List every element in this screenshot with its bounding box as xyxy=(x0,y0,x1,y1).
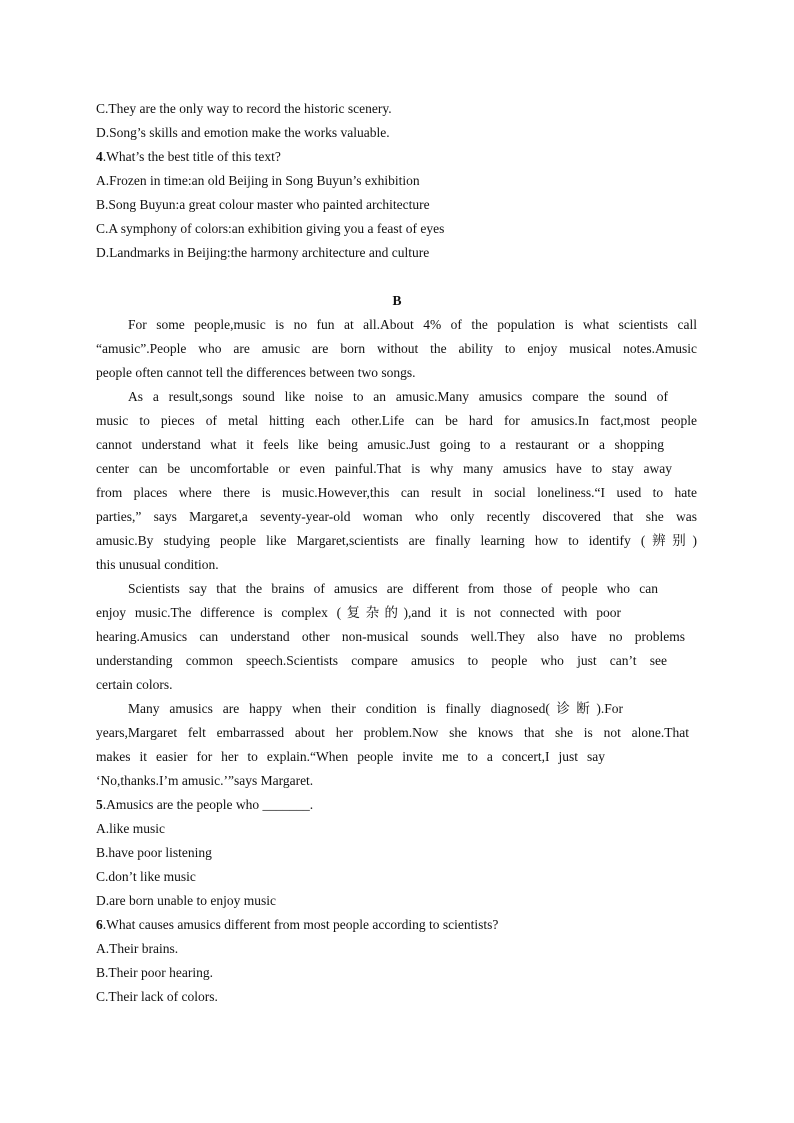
q6-stem: .What causes amusics different from most people according to scientists? xyxy=(102,917,499,932)
q4-option-b: B.Song Buyun:a great colour master who painted architecture xyxy=(96,197,430,212)
q5-option-a: A.like music xyxy=(96,821,165,836)
passage-line: years,Margaret felt embarrassed about her problem.Now she knows that she is not alone.That xyxy=(96,725,689,740)
q6-question xyxy=(96,915,498,935)
q4-option-a: A.Frozen in time:an old Beijing in Song Buyun’s exhibition xyxy=(96,173,420,188)
passage-line: ‘No,thanks.I’m amusic.’”says Margaret. xyxy=(96,773,314,788)
q5-question xyxy=(96,795,313,815)
passage-line: cannot understand what it feels like being amusic.Just going to a restaurant or a shopping xyxy=(96,437,664,452)
q4-number: 4 xyxy=(96,149,103,164)
section-title: B xyxy=(392,293,402,308)
q4-question xyxy=(96,147,281,167)
passage-line: makes it easier for her to explain.“When people invite me to a concert,I just say xyxy=(96,749,605,764)
passage-line: certain colors. xyxy=(96,677,173,692)
q5-option-c: C.don’t like music xyxy=(96,869,196,884)
passage-line: music to pieces of metal hitting each other.Life can be hard for amusics.In fact,most people xyxy=(96,413,697,428)
q5-option-b: B.have poor listening xyxy=(96,845,212,860)
passage-line: amusic.By studying people like Margaret,scientists are finally learning how to identify (辨别) xyxy=(96,533,697,548)
q6-number: 6 xyxy=(96,917,103,932)
passage-line: understanding common speech.Scientists compare amusics to people who just can’t see xyxy=(96,653,667,668)
passage-line: enjoy music.The difference is complex (复杂的),and it is not connected with poor xyxy=(96,605,621,620)
passage-line: parties,” says Margaret,a seventy-year-old woman who only recently discovered that she was xyxy=(96,509,697,524)
passage-line: center can be uncomfortable or even painful.That is why many amusics have to stay away xyxy=(96,461,672,476)
passage-line: Scientists say that the brains of amusics are different from those of people who can xyxy=(128,581,658,596)
passage-line: people often cannot tell the differences between two songs. xyxy=(96,365,416,380)
q4-stem: .What’s the best title of this text? xyxy=(102,149,281,164)
q5-option-d: D.are born unable to enjoy music xyxy=(96,893,276,908)
q6-option-a: A.Their brains. xyxy=(96,941,179,956)
q5-stem: .Amusics are the people who _______. xyxy=(102,797,314,812)
q6-option-b: B.Their poor hearing. xyxy=(96,965,213,980)
passage-line: As a result,songs sound like noise to an amusic.Many amusics compare the sound of xyxy=(128,389,668,404)
passage-line: For some people,music is no fun at all.About 4% of the population is what scientists call xyxy=(128,317,697,332)
q3-option-c: C.They are the only way to record the historic scenery. xyxy=(96,101,392,116)
q6-option-c: C.Their lack of colors. xyxy=(96,989,218,1004)
passage-line: from places where there is music.However,this can result in social loneliness.“I used to hate xyxy=(96,485,697,500)
passage-line: hearing.Amusics can understand other non-musical sounds well.They also have no problems xyxy=(96,629,685,644)
passage-line: Many amusics are happy when their condition is finally diagnosed(诊断).For xyxy=(128,701,623,716)
q5-number: 5 xyxy=(96,797,103,812)
passage-line: “amusic”.People who are amusic are born without the ability to enjoy musical notes.Amusic xyxy=(96,341,697,356)
q4-option-d: D.Landmarks in Beijing:the harmony architecture and culture xyxy=(96,245,430,260)
q4-option-c: C.A symphony of colors:an exhibition giving you a feast of eyes xyxy=(96,221,445,236)
passage-line: this unusual condition. xyxy=(96,557,219,572)
q3-option-d: D.Song’s skills and emotion make the works valuable. xyxy=(96,125,390,140)
